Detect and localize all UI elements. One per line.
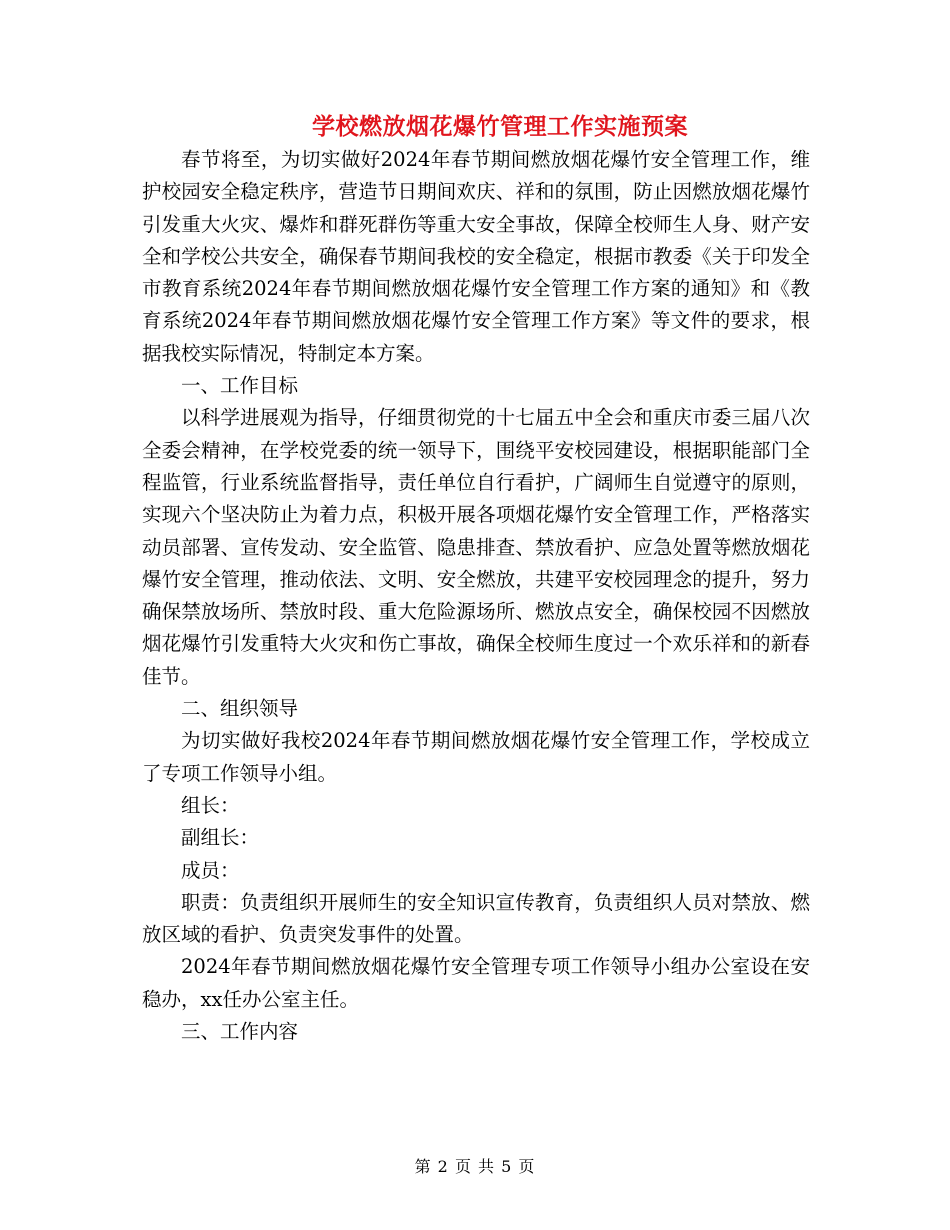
team-leader-line: 组长： [181,793,240,817]
organization-paragraph: 为切实做好我校2024年春节期间燃放烟花爆竹安全管理工作，学校成立了专项工作领导小组。 [142,729,810,785]
page-number-footer: 第 2 页 共 5 页 [414,1157,536,1176]
office-paragraph: 2024年春节期间燃放烟花爆竹安全管理专项工作领导小组办公室设在安稳办，xx任办公室主任。 [142,955,810,1011]
members-line: 成员： [181,858,240,882]
intro-paragraph: 春节将至，为切实做好2024年春节期间燃放烟花爆竹安全管理工作，维护校园安全稳定秩序，营造节日期间欢庆、祥和的氛围，防止因燃放烟花爆竹引发重大火灾、爆炸和群死群伤等重大安全事故，保障全校师生人身、财产安全和学校公共安全，确保春节期间我校的安全稳定，根据市教委《关于印发全市教育系统2024年春节期间燃放烟花爆竹安全管理工作方案的通知》和《教育系统2024年春节期间燃放烟花爆竹安全管理工作方案》等文件的要求，根据我校实际情况，特制定本方案。 [142,148,810,365]
section-heading-work-content: 三、工作内容 [181,1020,299,1044]
duties-paragraph: 职责：负责组织开展师生的安全知识宣传教育，负责组织人员对禁放、燃放区域的看护、负责突发事件的处置。 [142,890,810,947]
section-heading-organization: 二、组织领导 [181,697,299,721]
document-title: 学校燃放烟花爆竹管理工作实施预案 [312,113,688,140]
section-heading-work-goals: 一、工作目标 [181,374,299,398]
document-body [142,144,810,1048]
work-goals-paragraph: 以科学进展观为指导，仔细贯彻党的十七届五中全会和重庆市委三届八次全委会精神，在学校党委的统一领导下，围绕平安校园建设，根据职能部门全程监管，行业系统监督指导，责任单位自行看护，广阔师生自觉遵守的原则，实现六个坚决防止为着力点，积极开展各项烟花爆竹安全管理工作，严格落实动员部署、宣传发动、安全监管、隐患排查、禁放看护、应急处置等燃放烟花爆竹安全管理，推动依法、文明、安全燃放，共建平安校园理念的提升，努力确保禁放场所、禁放时段、重大危险源场所、燃放点安全，确保校园不因燃放烟花爆竹引发重特大火灾和伤亡事故，确保全校师生度过一个欢乐祥和的新春佳节。 [142,406,810,688]
deputy-leader-line: 副组长： [181,826,260,850]
